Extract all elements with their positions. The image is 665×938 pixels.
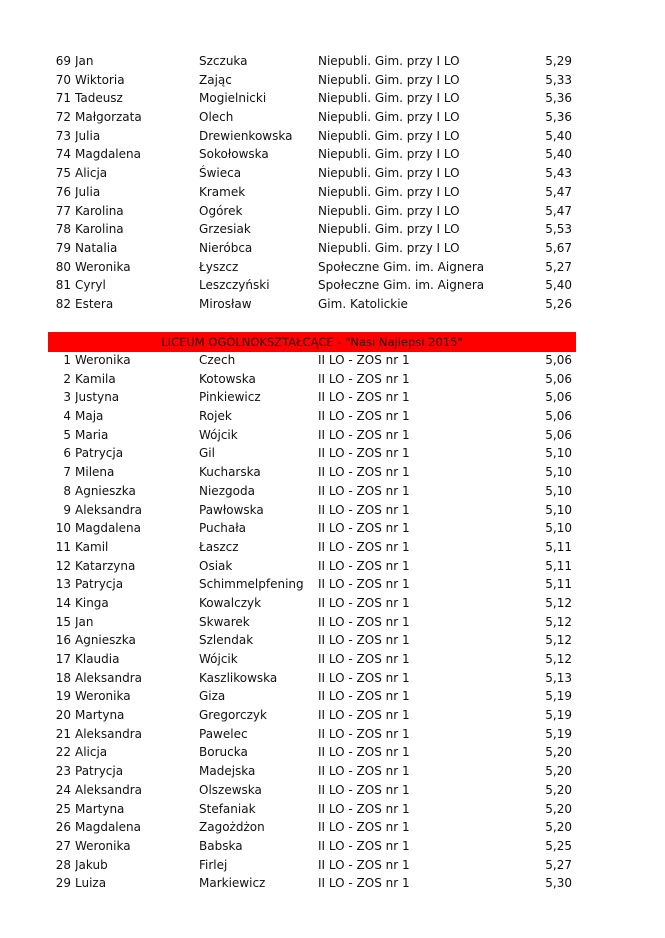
row-number: 78 [55, 222, 71, 237]
school-name: II LO - ZOS nr 1 [318, 577, 410, 592]
grade-average: 5,19 [545, 726, 572, 741]
grade-average: 5,40 [545, 147, 572, 162]
table-row [48, 856, 576, 875]
table-row [48, 818, 576, 837]
grade-average: 5,30 [545, 876, 572, 891]
school-name: II LO - ZOS nr 1 [318, 838, 410, 853]
table-row [48, 575, 576, 594]
school-name: II LO - ZOS nr 1 [318, 502, 410, 517]
table-row [48, 762, 576, 781]
last-name: Gil [199, 446, 215, 461]
last-name: Olech [199, 110, 234, 125]
grade-average: 5,19 [545, 708, 572, 723]
first-name: Wiktoria [75, 72, 125, 87]
last-name: Sokołowska [199, 147, 269, 162]
school-name: II LO - ZOS nr 1 [318, 652, 410, 666]
grade-average: 5,20 [545, 782, 572, 797]
first-name: Patrycja [75, 577, 124, 592]
grade-average: 5,20 [545, 745, 572, 760]
last-name: Kotowska [199, 371, 256, 386]
school-name: II LO - ZOS nr 1 [318, 539, 410, 554]
table-row [48, 444, 576, 463]
first-name: Magdalena [75, 820, 141, 835]
school-name: Niepubli. Gim. przy I LO [318, 72, 460, 87]
first-name: Alicja [75, 745, 108, 760]
first-name: Jan [75, 54, 94, 68]
first-name: Luiza [75, 876, 107, 891]
first-name: Justyna [75, 390, 120, 405]
grade-average: 5,26 [545, 296, 572, 311]
last-name: Kaszlikowska [199, 670, 278, 685]
row-number: 71 [55, 91, 71, 106]
grade-average: 5,13 [545, 670, 572, 685]
row-number: 17 [55, 652, 71, 666]
table-row [48, 631, 576, 650]
row-number: 11 [55, 539, 71, 554]
school-name: Niepubli. Gim. przy I LO [318, 240, 460, 255]
row-number: 4 [63, 409, 71, 424]
last-name: Wójcik [199, 652, 238, 666]
first-name: Natalia [75, 240, 118, 255]
school-name: Społeczne Gim. im. Aignera [318, 278, 485, 293]
school-name: II LO - ZOS nr 1 [318, 409, 410, 424]
table-row [48, 407, 576, 426]
row-number: 12 [55, 558, 71, 573]
row-number: 13 [55, 577, 71, 592]
table-row [48, 687, 576, 706]
school-name: II LO - ZOS nr 1 [318, 689, 410, 704]
last-name: Madejska [199, 764, 256, 779]
first-name: Klaudia [75, 652, 120, 666]
school-name: II LO - ZOS nr 1 [318, 633, 410, 648]
row-number: 25 [55, 801, 71, 816]
first-name: Aleksandra [75, 782, 142, 797]
grade-average: 5,19 [545, 689, 572, 704]
row-number: 79 [55, 240, 71, 255]
table-row [48, 388, 576, 407]
table-row [48, 538, 576, 557]
last-name: Kramek [199, 184, 246, 199]
table-row [48, 650, 576, 669]
last-name: Drewienkowska [199, 128, 293, 143]
grade-average: 5,10 [545, 502, 572, 517]
table-row [48, 519, 576, 538]
row-number: 26 [55, 820, 71, 835]
table-row [48, 557, 576, 576]
table-row [48, 295, 576, 314]
grade-average: 5,12 [545, 595, 572, 610]
school-name: II LO - ZOS nr 1 [318, 614, 410, 629]
last-name: Kowalczyk [199, 595, 262, 610]
first-name: Weronika [75, 838, 131, 853]
school-name: Niepubli. Gim. przy I LO [318, 147, 460, 162]
school-name: Niepubli. Gim. przy I LO [318, 222, 460, 237]
first-name: Agnieszka [75, 483, 136, 498]
row-number: 22 [55, 745, 71, 760]
school-name: II LO - ZOS nr 1 [318, 446, 410, 461]
table-row [48, 220, 576, 239]
row-number: 18 [55, 670, 71, 685]
table-row [48, 127, 576, 146]
last-name: Szczuka [199, 54, 248, 68]
school-name: II LO - ZOS nr 1 [318, 427, 410, 442]
first-name: Alicja [75, 166, 108, 181]
last-name: Giza [199, 689, 226, 704]
last-name: Puchała [199, 521, 246, 536]
school-name: II LO - ZOS nr 1 [318, 782, 410, 797]
row-number: 15 [55, 614, 71, 629]
school-name: II LO - ZOS nr 1 [318, 857, 410, 872]
table-row [48, 164, 576, 183]
grade-average: 5,11 [545, 539, 572, 554]
first-name: Aleksandra [75, 726, 142, 741]
last-name: Mogielnicki [199, 91, 267, 106]
school-name: II LO - ZOS nr 1 [318, 745, 410, 760]
grade-average: 5,43 [545, 166, 572, 181]
row-number: 6 [63, 446, 71, 461]
school-name: II LO - ZOS nr 1 [318, 558, 410, 573]
table-row [48, 874, 576, 893]
first-name: Estera [75, 296, 114, 311]
last-name: Niezgoda [199, 483, 255, 498]
grade-average: 5,20 [545, 820, 572, 835]
row-number: 16 [55, 633, 71, 648]
table-row [48, 183, 576, 202]
first-name: Jakub [75, 857, 108, 872]
first-name: Tadeusz [75, 91, 123, 106]
grade-average: 5,47 [545, 184, 572, 199]
school-name: II LO - ZOS nr 1 [318, 876, 410, 891]
last-name: Osiak [199, 558, 233, 573]
first-name: Julia [75, 128, 101, 143]
row-number: 3 [63, 390, 71, 405]
first-name: Katarzyna [75, 558, 136, 573]
row-number: 14 [55, 595, 71, 610]
last-name: Pawłowska [199, 502, 264, 517]
grade-average: 5,29 [545, 54, 572, 68]
school-name: Niepubli. Gim. przy I LO [318, 91, 460, 106]
last-name: Olszewska [199, 782, 262, 797]
first-name: Agnieszka [75, 633, 136, 648]
last-name: Świeca [199, 166, 242, 181]
first-name: Patrycja [75, 446, 124, 461]
last-name: Zagożdżon [199, 820, 265, 835]
row-number: 81 [55, 278, 71, 293]
last-name: Mirosław [199, 296, 252, 311]
first-name: Martyna [75, 708, 125, 723]
last-name: Szlendak [199, 633, 254, 648]
row-number: 21 [55, 726, 71, 741]
table-row [48, 276, 576, 295]
last-name: Pinkiewicz [199, 390, 261, 405]
last-name: Grzesiak [199, 222, 251, 237]
table-row [48, 426, 576, 445]
first-name: Weronika [75, 353, 131, 367]
table-row [48, 351, 576, 370]
school-name: II LO - ZOS nr 1 [318, 483, 410, 498]
first-name: Małgorzata [75, 110, 142, 125]
last-name: Firlej [199, 857, 228, 872]
last-name: Borucka [199, 745, 248, 760]
last-name: Zając [199, 72, 232, 87]
grade-average: 5,20 [545, 764, 572, 779]
row-number: 10 [55, 521, 71, 536]
grade-average: 5,47 [545, 203, 572, 218]
first-name: Karolina [75, 203, 124, 218]
school-name: Niepubli. Gim. przy I LO [318, 166, 460, 181]
last-name: Pawelec [199, 726, 248, 741]
last-name: Babska [199, 838, 243, 853]
row-number: 74 [55, 147, 71, 162]
school-name: II LO - ZOS nr 1 [318, 465, 410, 480]
first-name: Kamila [75, 371, 116, 386]
row-number: 27 [55, 838, 71, 853]
table-row [48, 706, 576, 725]
grade-average: 5,36 [545, 110, 572, 125]
school-name: Niepubli. Gim. przy I LO [318, 128, 460, 143]
row-number: 8 [63, 483, 71, 498]
first-name: Weronika [75, 259, 131, 274]
grade-average: 5,40 [545, 128, 572, 143]
results-table-liceum [48, 351, 576, 893]
school-name: II LO - ZOS nr 1 [318, 820, 410, 835]
row-number: 75 [55, 166, 71, 181]
results-table-gimnazjum [48, 52, 576, 314]
row-number: 80 [55, 259, 71, 274]
row-number: 82 [55, 296, 71, 311]
grade-average: 5,10 [545, 521, 572, 536]
row-number: 5 [63, 427, 71, 442]
table-row [48, 501, 576, 520]
table-row [48, 837, 576, 856]
school-name: II LO - ZOS nr 1 [318, 521, 410, 536]
first-name: Cyryl [75, 278, 106, 293]
row-number: 73 [55, 128, 71, 143]
row-number: 28 [55, 857, 71, 872]
table-row [48, 800, 576, 819]
last-name: Wójcik [199, 427, 238, 442]
row-number: 76 [55, 184, 71, 199]
grade-average: 5,33 [545, 72, 572, 87]
table-row [48, 669, 576, 688]
school-name: Niepubli. Gim. przy I LO [318, 184, 460, 199]
table-row [48, 482, 576, 501]
table-row [48, 52, 576, 71]
last-name: Nieróbca [199, 240, 253, 255]
first-name: Aleksandra [75, 502, 142, 517]
last-name: Skwarek [199, 614, 250, 629]
table-row [48, 781, 576, 800]
table-row [48, 108, 576, 127]
row-number: 20 [55, 708, 71, 723]
table-row [48, 71, 576, 90]
school-name: Niepubli. Gim. przy I LO [318, 203, 460, 218]
first-name: Aleksandra [75, 670, 142, 685]
last-name: Łaszcz [199, 539, 239, 554]
school-name: II LO - ZOS nr 1 [318, 764, 410, 779]
grade-average: 5,36 [545, 91, 572, 106]
school-name: II LO - ZOS nr 1 [318, 726, 410, 741]
grade-average: 5,11 [545, 558, 572, 573]
table-row [48, 613, 576, 632]
school-name: Społeczne Gim. im. Aignera [318, 259, 485, 274]
first-name: Magdalena [75, 521, 141, 536]
row-number: 7 [63, 465, 71, 480]
table-row [48, 370, 576, 389]
first-name: Magdalena [75, 147, 141, 162]
last-name: Leszczyński [199, 278, 270, 293]
grade-average: 5,10 [545, 483, 572, 498]
table-row [48, 463, 576, 482]
row-number: 24 [55, 782, 71, 797]
row-number: 29 [55, 876, 71, 891]
table-row [48, 743, 576, 762]
grade-average: 5,10 [545, 446, 572, 461]
row-number: 69 [55, 54, 71, 68]
last-name: Markiewicz [199, 876, 266, 891]
first-name: Martyna [75, 801, 125, 816]
grade-average: 5,12 [545, 614, 572, 629]
grade-average: 5,67 [545, 240, 572, 255]
grade-average: 5,10 [545, 465, 572, 480]
last-name: Rojek [199, 409, 232, 424]
row-number: 19 [55, 689, 71, 704]
section-banner: LICEUM OGÓLNOKSZTAŁCĄCE - "Nasi Najlepsi 2015" [48, 332, 576, 352]
last-name: Schimmelpfening [199, 577, 304, 592]
grade-average: 5,40 [545, 278, 572, 293]
table-row [48, 258, 576, 277]
school-name: II LO - ZOS nr 1 [318, 353, 410, 367]
grade-average: 5,11 [545, 577, 572, 592]
first-name: Kinga [75, 595, 109, 610]
first-name: Patrycja [75, 764, 124, 779]
school-name: II LO - ZOS nr 1 [318, 708, 410, 723]
school-name: II LO - ZOS nr 1 [318, 670, 410, 685]
last-name: Ogórek [199, 203, 243, 218]
first-name: Maja [75, 409, 104, 424]
grade-average: 5,06 [545, 353, 572, 367]
first-name: Kamil [75, 539, 109, 554]
grade-average: 5,06 [545, 371, 572, 386]
grade-average: 5,12 [545, 633, 572, 648]
first-name: Julia [75, 184, 101, 199]
row-number: 70 [55, 72, 71, 87]
first-name: Maria [75, 427, 109, 442]
row-number: 1 [63, 353, 71, 367]
grade-average: 5,27 [545, 259, 572, 274]
school-name: II LO - ZOS nr 1 [318, 371, 410, 386]
table-row [48, 202, 576, 221]
table-row [48, 145, 576, 164]
row-number: 72 [55, 110, 71, 125]
row-number: 2 [63, 371, 71, 386]
last-name: Czech [199, 353, 236, 367]
school-name: Niepubli. Gim. przy I LO [318, 110, 460, 125]
grade-average: 5,53 [545, 222, 572, 237]
school-name: II LO - ZOS nr 1 [318, 801, 410, 816]
table-row [48, 725, 576, 744]
grade-average: 5,06 [545, 390, 572, 405]
first-name: Jan [75, 614, 94, 629]
row-number: 23 [55, 764, 71, 779]
grade-average: 5,12 [545, 652, 572, 666]
row-number: 77 [55, 203, 71, 218]
last-name: Gregorczyk [199, 708, 267, 723]
table-row [48, 594, 576, 613]
last-name: Kucharska [199, 465, 261, 480]
grade-average: 5,25 [545, 838, 572, 853]
table-row [48, 89, 576, 108]
school-name: II LO - ZOS nr 1 [318, 390, 410, 405]
row-number: 9 [63, 502, 71, 517]
grade-average: 5,06 [545, 427, 572, 442]
first-name: Karolina [75, 222, 124, 237]
first-name: Milena [75, 465, 115, 480]
last-name: Stefaniak [199, 801, 256, 816]
grade-average: 5,27 [545, 857, 572, 872]
school-name: Niepubli. Gim. przy I LO [318, 54, 460, 68]
first-name: Weronika [75, 689, 131, 704]
grade-average: 5,20 [545, 801, 572, 816]
grade-average: 5,06 [545, 409, 572, 424]
school-name: II LO - ZOS nr 1 [318, 595, 410, 610]
table-row [48, 239, 576, 258]
school-name: Gim. Katolickie [318, 296, 408, 311]
last-name: Łyszcz [199, 259, 239, 274]
